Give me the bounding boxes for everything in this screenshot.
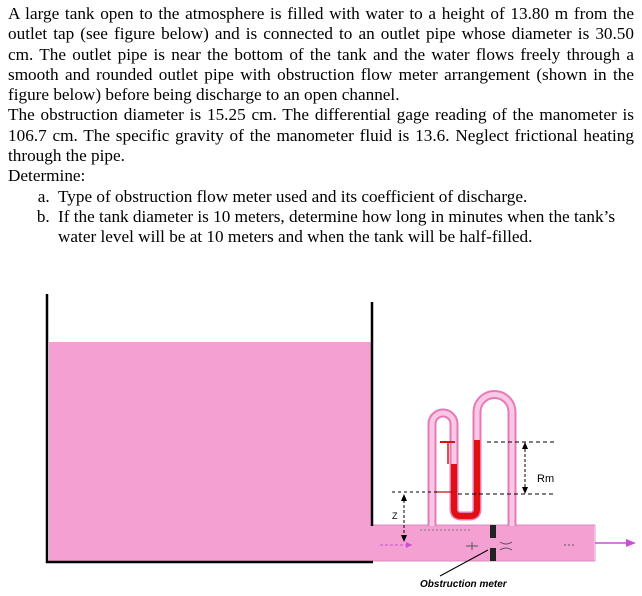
manometer — [432, 395, 512, 527]
question-b: b. If the tank diameter is 10 meters, determine how long in minutes when the tank’s water level will be at 10 meters and when the tank will be half-filled. — [54, 207, 634, 248]
z-arrow-up — [401, 494, 407, 501]
tank-figure — [0, 284, 642, 596]
z-label: Z — [392, 511, 398, 521]
rm-arrow-down — [522, 487, 528, 494]
question-list — [8, 187, 634, 248]
problem-paragraph-1: A large tank open to the atmosphere is filled with water to a height of 13.80 m from the outlet tap (see figure below) and is connected to an outlet pipe whose diameter is 30.50 cm. The outlet pipe is near the bottom of the tank and the water flows freely through a smooth and rounded outlet pipe with obstruction flow meter arrangement (shown in the figure below) before being discharge to an open channel. — [8, 4, 634, 105]
rm-label: Rm — [537, 473, 555, 485]
obstruction-plate-top — [490, 525, 496, 538]
problem-paragraph-2: The obstruction diameter is 15.25 cm. The differential gage reading of the manometer is 106.7 cm. The specific gravity of the manometer fluid is 13.6. Neglect frictional heating through the pipe. — [8, 105, 634, 166]
determine-heading: Determine: — [8, 166, 86, 186]
question-a: a. Type of obstruction flow meter used and its coefficient of discharge. — [54, 187, 634, 207]
obstruction-meter-caption: Obstruction meter — [420, 579, 507, 590]
obstruction-plate-bottom — [490, 548, 496, 561]
discharge-arrowhead — [626, 539, 636, 547]
rm-arrow-up — [522, 442, 528, 449]
tank-water — [49, 342, 373, 561]
problem-statement — [8, 4, 634, 248]
